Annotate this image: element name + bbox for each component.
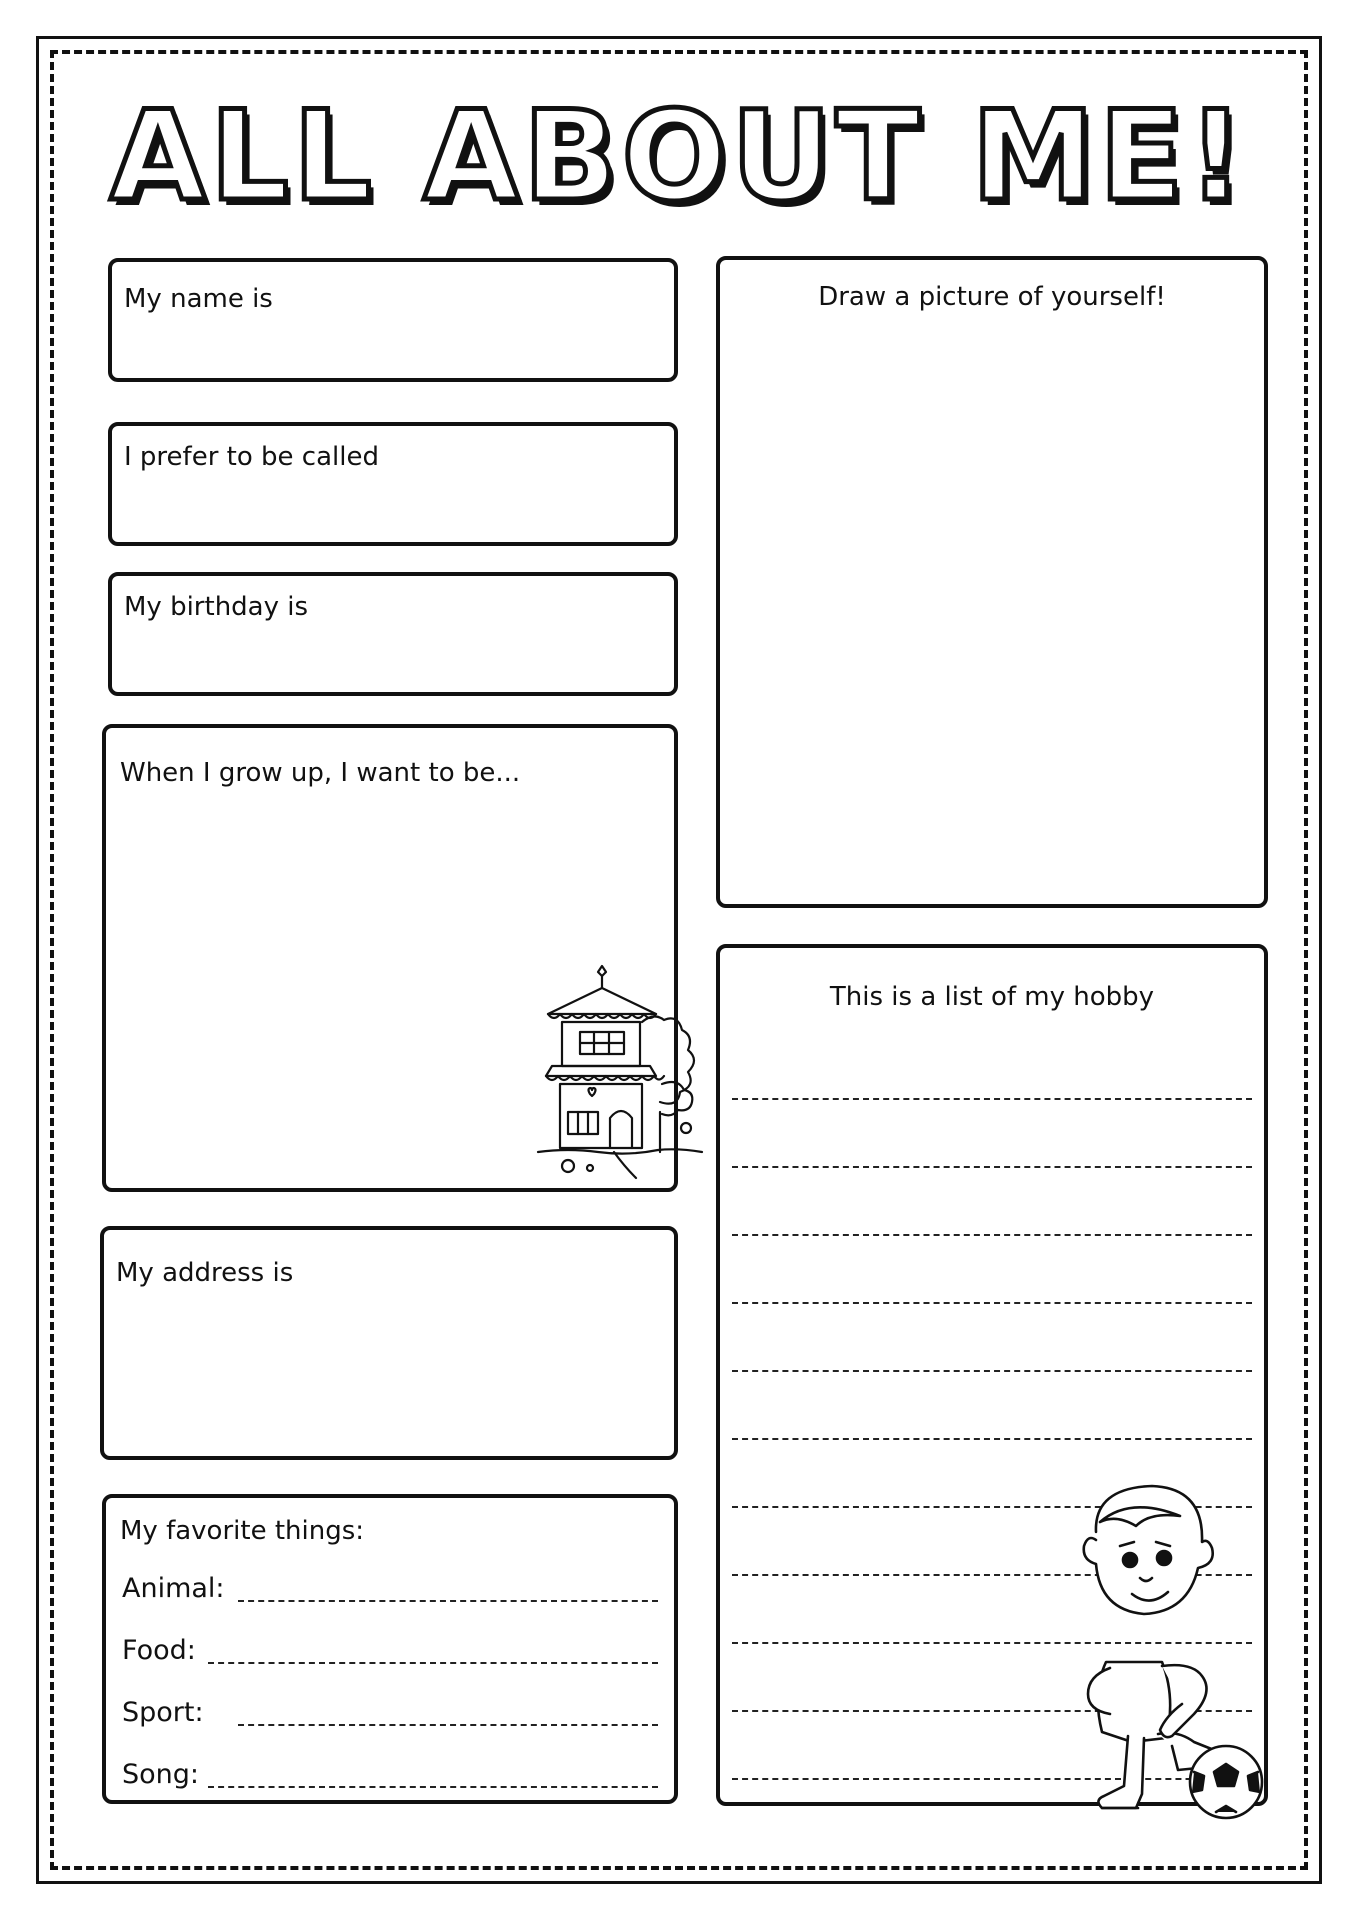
favorite-animal-line[interactable] (238, 1600, 658, 1602)
hobby-list-label: This is a list of my hobby (829, 982, 1155, 1012)
favorite-sport-label: Sport: (122, 1697, 204, 1728)
favorite-food-row[interactable] (122, 1632, 658, 1672)
birthday-field-label: My birthday is (124, 592, 309, 622)
birthday-field-box[interactable] (108, 572, 678, 696)
nickname-field-label: I prefer to be called (124, 442, 379, 472)
boy-with-soccer-ball-illustration (1066, 1482, 1266, 1822)
favorite-animal-row[interactable] (122, 1570, 658, 1610)
address-field-box[interactable] (100, 1226, 678, 1460)
address-field-label: My address is (116, 1258, 294, 1288)
favorite-song-line[interactable] (208, 1786, 658, 1788)
self-portrait-label: Draw a picture of yourself! (818, 282, 1166, 312)
favorite-sport-line[interactable] (238, 1724, 658, 1726)
favorites-heading: My favorite things: (120, 1516, 365, 1546)
hobby-line[interactable] (732, 1370, 1252, 1372)
hobby-line[interactable] (732, 1438, 1252, 1440)
favorite-food-label: Food: (122, 1635, 196, 1666)
name-field-box[interactable] (108, 258, 678, 382)
favorite-song-label: Song: (122, 1759, 200, 1790)
favorites-box (102, 1494, 678, 1804)
nickname-field-box[interactable] (108, 422, 678, 546)
name-field-label: My name is (124, 284, 273, 314)
favorite-song-row[interactable] (122, 1756, 658, 1796)
hobby-line[interactable] (732, 1098, 1252, 1100)
hobby-line[interactable] (732, 1166, 1252, 1168)
page-title: ALL ABOUT ME! (109, 85, 1249, 229)
hobby-line[interactable] (732, 1234, 1252, 1236)
self-portrait-box[interactable] (716, 256, 1268, 908)
house-illustration (528, 952, 708, 1182)
favorite-animal-label: Animal: (122, 1573, 225, 1604)
grow-up-field-label: When I grow up, I want to be... (120, 758, 521, 788)
favorite-food-line[interactable] (208, 1662, 658, 1664)
favorite-sport-row[interactable] (122, 1694, 658, 1734)
hobby-line[interactable] (732, 1302, 1252, 1304)
